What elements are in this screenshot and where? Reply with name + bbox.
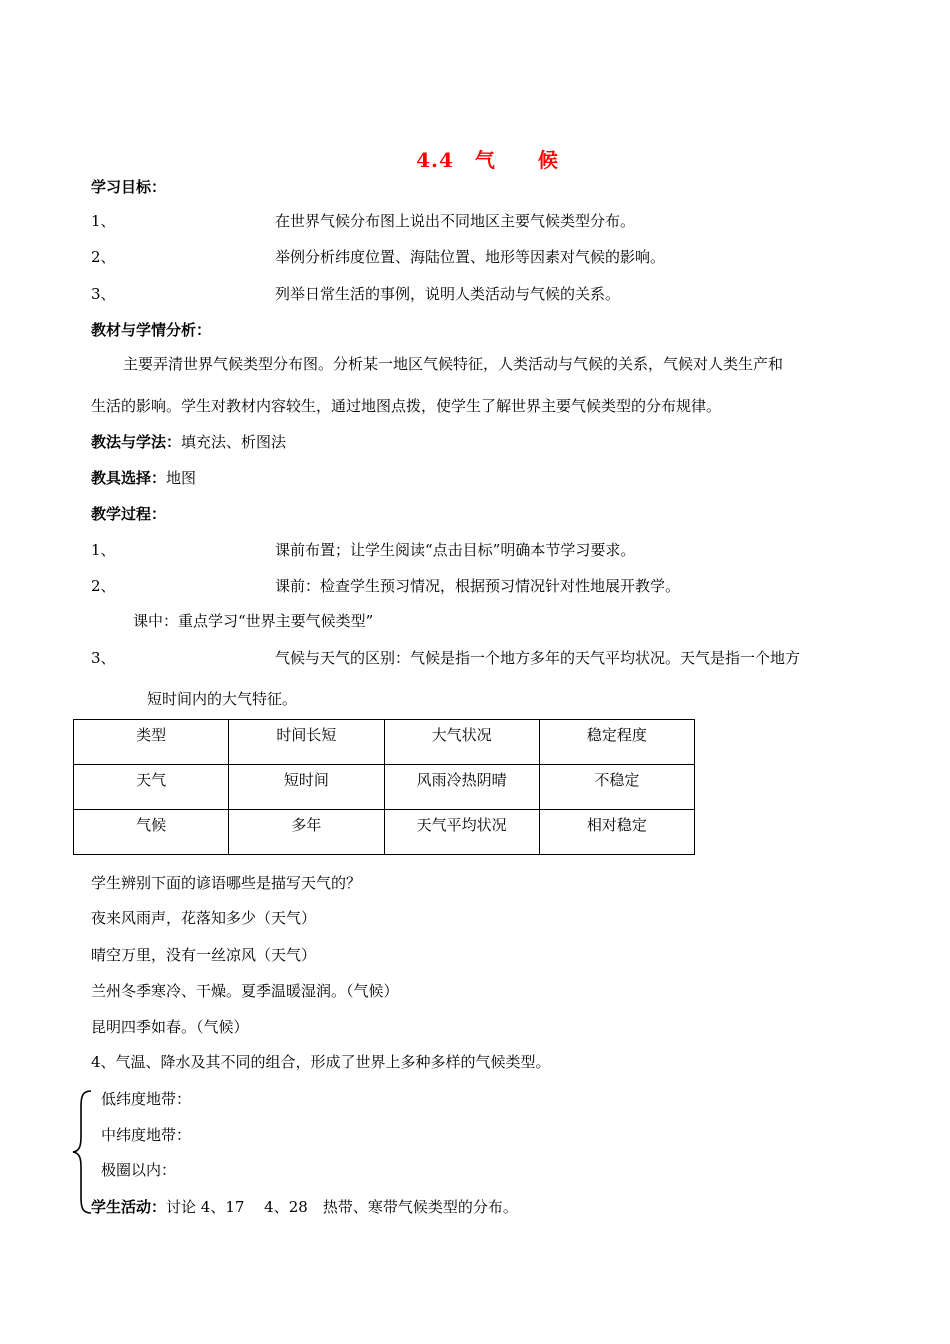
- table-cell: 天气平均状况: [384, 810, 539, 855]
- midclass-text: 课中：重点学习“世界主要气候类型”: [133, 612, 374, 630]
- analysis-line: 生活的影响。学生对教材内容较生，通过地图点拨，使学生了解世界主要气候类型的分布规律。: [91, 397, 722, 415]
- objectives-heading: 学习目标：: [91, 178, 167, 196]
- table-cell: 气候: [74, 810, 229, 855]
- zone-item: 极圈以内：: [101, 1161, 177, 1179]
- table-row: [74, 810, 695, 855]
- method-text: 填充法、析图法: [181, 433, 287, 451]
- proverb-item: 兰州冬季寒冷、干燥。夏季温暖湿润。（气候）: [91, 982, 399, 1000]
- objective-text: 举例分析纬度位置、海陆位置、地形等因素对气候的影响。: [275, 248, 666, 266]
- weather-climate-table: [73, 719, 695, 855]
- table-cell: 天气: [74, 765, 229, 810]
- table-cell: 不稳定: [539, 765, 694, 810]
- process-text: 课前：检查学生预习情况，根据预习情况针对性地展开教学。: [275, 577, 681, 595]
- objective-text: 在世界气候分布图上说出不同地区主要气候类型分布。: [275, 212, 636, 230]
- proverb-item: 夜来风雨声，花落知多少（天气）: [91, 909, 317, 927]
- process-number: 3、: [91, 649, 116, 667]
- activity-text: 讨论 4、17 4、28 热带、寒带气候类型的分布。: [166, 1198, 518, 1216]
- table-row: [74, 765, 695, 810]
- tools-line: [91, 468, 196, 488]
- proverb-question: 学生辨别下面的谚语哪些是描写天气的？: [91, 874, 362, 892]
- table-cell: 相对稳定: [539, 810, 694, 855]
- table-cell: 多年: [229, 810, 384, 855]
- process-number: 2、: [91, 577, 116, 595]
- tools-text: 地图: [166, 469, 197, 487]
- table-cell: 短时间: [229, 765, 384, 810]
- objective-number: 3、: [91, 285, 116, 303]
- method-label: 教法与学法：: [91, 433, 182, 451]
- analysis-heading: 教材与学情分析：: [91, 321, 212, 339]
- table-header-cell: 大气状况: [384, 720, 539, 765]
- activity-line: [91, 1197, 518, 1217]
- table-header-row: [74, 720, 695, 765]
- zone-item: 中纬度地带：: [101, 1126, 192, 1144]
- process-text-continued: 短时间内的大气特征。: [147, 690, 298, 708]
- activity-label: 学生活动：: [91, 1198, 167, 1216]
- process-text: 气候与天气的区别：气候是指一个地方多年的天气平均状况。天气是指一个地方: [275, 649, 801, 667]
- section4-text: 4、气温、降水及其不同的组合，形成了世界上多种多样的气候类型。: [91, 1053, 551, 1071]
- page-title: 4.4 气 候: [416, 148, 559, 172]
- objective-text: 列举日常生活的事例，说明人类活动与气候的关系。: [275, 285, 621, 303]
- proverb-item: 晴空万里，没有一丝凉风（天气）: [91, 946, 317, 964]
- proverb-item: 昆明四季如春。（气候）: [91, 1018, 249, 1036]
- objective-number: 2、: [91, 248, 116, 266]
- zone-item: 低纬度地带：: [101, 1090, 192, 1108]
- process-text: 课前布置；让学生阅读“点击目标”明确本节学习要求。: [275, 541, 636, 559]
- method-line: [91, 432, 286, 452]
- process-heading: 教学过程：: [91, 505, 167, 523]
- table-header-cell: 类型: [74, 720, 229, 765]
- analysis-line: 主要弄清世界气候类型分布图。分析某一地区气候特征，人类活动与气候的关系，气候对人类生产和: [123, 355, 784, 373]
- process-number: 1、: [91, 541, 116, 559]
- table-cell: 风雨冷热阴晴: [384, 765, 539, 810]
- table-header-cell: 稳定程度: [539, 720, 694, 765]
- table-header-cell: 时间长短: [229, 720, 384, 765]
- objective-number: 1、: [91, 212, 116, 230]
- tools-label: 教具选择：: [91, 469, 167, 487]
